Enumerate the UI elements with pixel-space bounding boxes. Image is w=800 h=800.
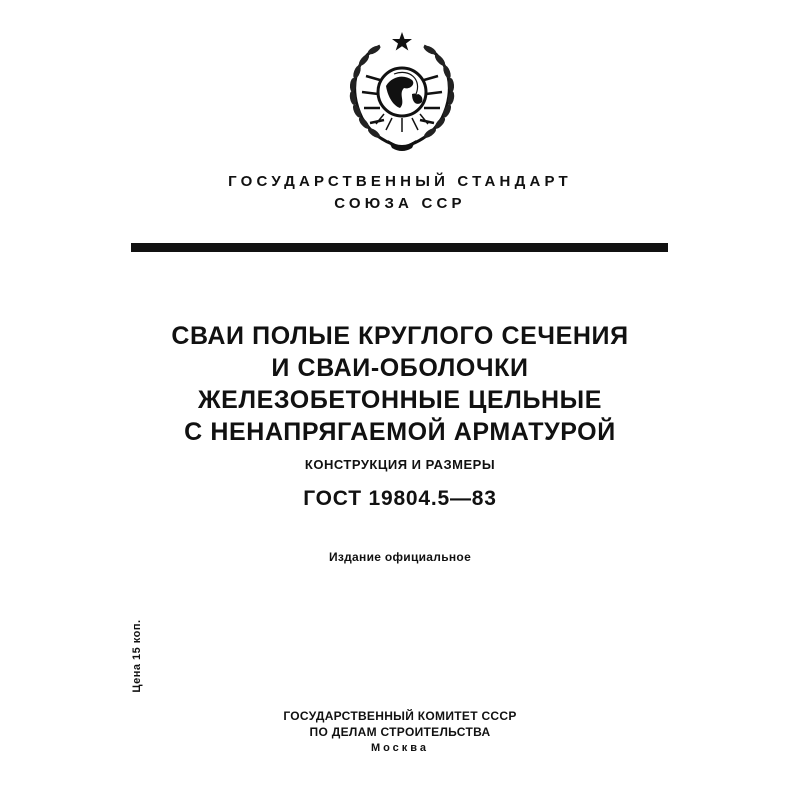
edition-note: Издание официальное (328, 550, 472, 564)
gost-number: ГОСТ 19804.5—83 (303, 487, 497, 510)
document-title (0, 320, 800, 448)
publisher-block (0, 708, 800, 756)
publisher-line-1: ГОСУДАРСТВЕННЫЙ КОМИТЕТ СССР (283, 709, 517, 723)
title-line-1: СВАИ ПОЛЫЕ КРУГЛОГО СЕЧЕНИЯ (171, 322, 629, 350)
title-line-3: ЖЕЛЕЗОБЕТОННЫЕ ЦЕЛЬНЫЕ (197, 386, 603, 414)
header-line-1: ГОСУДАРСТВЕННЫЙ СТАНДАРТ (228, 173, 572, 190)
header-line-2: СОЮЗА ССР (334, 195, 466, 212)
document-subtitle: КОНСТРУКЦИЯ И РАЗМЕРЫ (304, 457, 496, 472)
title-line-2: И СВАИ-ОБОЛОЧКИ (271, 354, 529, 382)
title-line-4: С НЕНАПРЯГАЕМОЙ АРМАТУРОЙ (184, 418, 616, 446)
ussr-coat-of-arms-icon (340, 28, 464, 154)
publisher-line-2: ПО ДЕЛАМ СТРОИТЕЛЬСТВА (309, 725, 491, 739)
price-text: Цена 15 коп. (131, 619, 143, 693)
header-divider (131, 243, 668, 252)
publisher-city: Москва (370, 742, 430, 754)
